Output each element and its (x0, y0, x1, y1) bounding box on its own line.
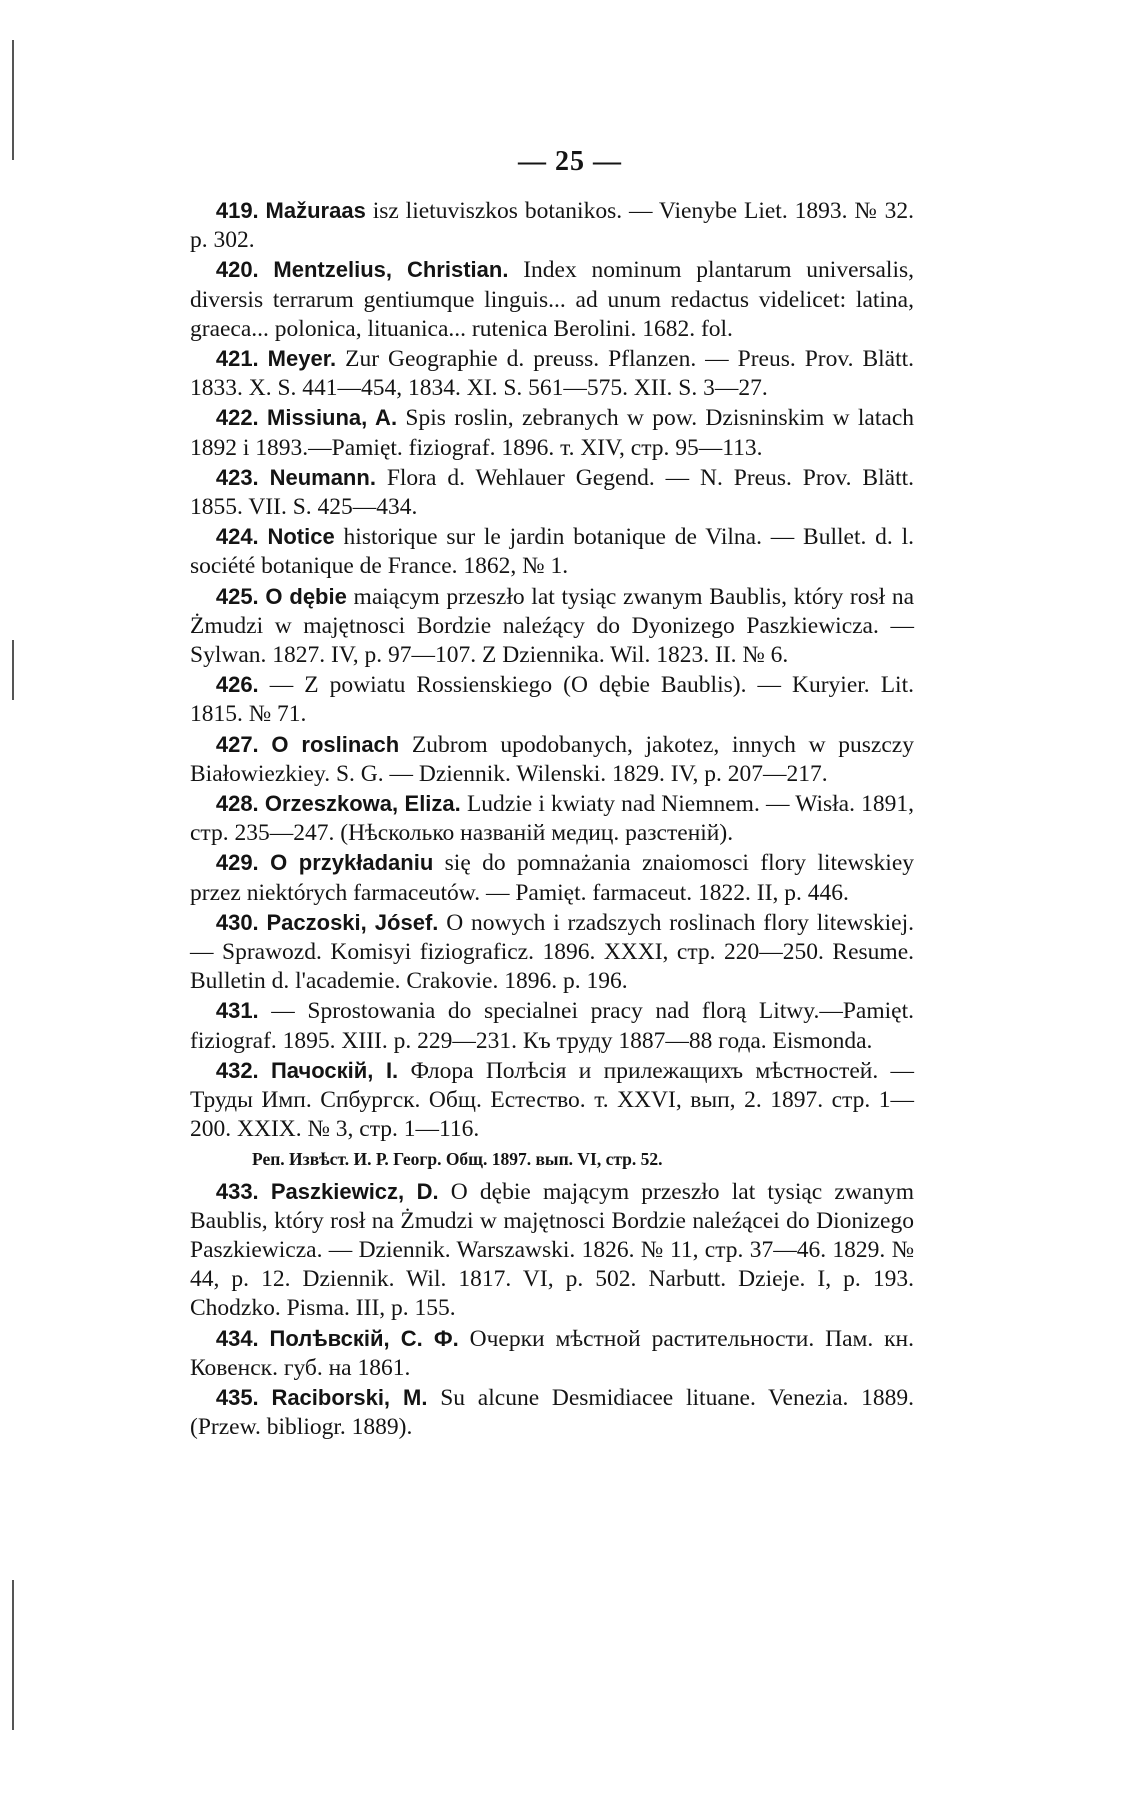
entry-number: 420. (215, 257, 259, 283)
entry-text: isz lietuviszkos botanikos. — Vienybe Liet. 1893. № 32. p. 302. (190, 198, 914, 254)
entry-author: Paszkiewicz, D. (270, 1178, 439, 1204)
bibliography-entry (190, 1177, 914, 1324)
entry-text: Index nominum plantarum universalis, diversis terrarum gentiumque linguis... ad unum redactus videlicet: latina, graeca... polonica, lituanica... rutenica Berolini. 1682. fol. (190, 257, 914, 342)
bibliography-entry (190, 1324, 914, 1383)
entry-author: O roslinach (271, 731, 400, 757)
bibliography-entry (190, 670, 914, 729)
entry-text: Очерки мѣстной растительности. Пам. кн. Ковенск. губ. на 1861. (190, 1325, 914, 1381)
bibliography-entry (190, 1383, 914, 1442)
scan-edge-mark (12, 1580, 14, 1730)
bibliography-entry (190, 908, 914, 997)
entry-author: Mentzelius, Christian. (273, 257, 509, 283)
bibliography-entry (190, 196, 914, 255)
entry-number: 422. (215, 405, 259, 431)
entry-text: Flora d. Wehlauer Gegend. — N. Preus. Prov. Blätt. 1855. VII. S. 425—434. (190, 464, 914, 521)
entry-number: 433. (215, 1178, 259, 1204)
entry-author: O dębie (265, 583, 347, 609)
bibliography-entry (190, 582, 914, 671)
entry-author: Meyer. (267, 346, 337, 372)
bibliography-entry (190, 848, 914, 907)
bibliography-entry (190, 730, 914, 789)
entry-text: się do pomnażania znaiomosci flory litewskiey przez niektórych farmaceutów. — Pamięt. farmaceut. 1822. II, p. 446. (190, 850, 914, 906)
entry-author: Raciborski, M. (271, 1384, 428, 1410)
entry-author: Orzeszkowa, Eliza. (264, 791, 461, 817)
bibliography-list (190, 196, 914, 1442)
bibliography-entry (190, 1056, 914, 1145)
entry-text: Ludzie i kwiaty nad Niemnem. — Wisła. 1891, стр. 235—247. (Нѣсколько названій медиц. разстеній). (190, 791, 915, 847)
entry-number: 423. (215, 464, 259, 490)
entry-number: 432. (215, 1057, 259, 1083)
scan-edge-mark (12, 640, 14, 700)
entry-author: Missiuna, A. (267, 405, 398, 431)
entry-author: Полѣвскій, С. Ф. (269, 1325, 459, 1351)
entry-author: Paczoski, Jósef. (266, 909, 439, 935)
entry-text: — Sprostowania do specialnei pracy nad florą Litwy.—Pamięt. fiziograf. 1895. XIII. p. 229—231. Къ труду 1887—88 года. Eismonda. (190, 998, 914, 1054)
entry-text: Zubrom upodobanych, jakotez, innych w puszczy Białowiezkiey. S. G. — Dziennik. Wilenski. 1829. IV, p. 207—217. (190, 731, 914, 787)
entry-text: — Z powiatu Rossienskiego (O dębie Baublis). — Kuryier. Lit. 1815. № 71. (190, 672, 914, 728)
bibliography-entry (190, 255, 914, 344)
entry-number: 427. (215, 731, 259, 757)
entry-number: 425. (215, 583, 259, 609)
bibliography-entry (190, 463, 914, 522)
entry-author: Пачоскій, I. (270, 1057, 399, 1083)
bibliography-entry (190, 522, 914, 581)
entry-number: 419. (215, 198, 259, 223)
entry-text: maiącym przeszło lat tysiąc zwanym Baublis, który rosł na Żmudzi w majętnosci Bordzie naleźący do Dyonizego Paszkiewicza. — Sylwan. 1827. IV, p. 97—107. Z Dziennika. Wil. 1823. II. № 6. (190, 583, 915, 669)
entry-text: Spis roslin, zebranych w pow. Dzisninskim w latach 1892 i 1893.—Pamięt. fiziograf. 1896. т. XIV, стр. 95—113. (190, 405, 915, 461)
entry-number: 430. (215, 909, 259, 935)
entry-text: Zur Geographie d. preuss. Pflanzen. — Preus. Prov. Blätt. 1833. X. S. 441—454, 1834. XI. S. 561—575. XII. S. 3—27. (190, 346, 915, 402)
scan-edge-mark (12, 40, 14, 160)
entry-number: 431. (215, 998, 259, 1024)
bibliography-entry (190, 403, 914, 462)
entry-text: Su alcune Desmidiacee lituane. Venezia. 1889. (Przew. bibliogr. 1889). (190, 1384, 915, 1441)
bibliography-entry (190, 344, 914, 403)
entry-author: Neumann. (269, 464, 376, 490)
entry-text: Флора Полѣсія и прилежащихъ мѣстностей. — Труды Имп. Спбургск. Общ. Естество. т. XXVI, вып, 2. 1897. стр. 1—200. XXIX. № 3, стр. 1—116. (190, 1057, 915, 1143)
entry-number: 424. (215, 524, 259, 550)
entry-author: Mažuraas (265, 198, 366, 223)
entry-text: historique sur le jardin botanique de Vilna. — Bullet. d. l. société botanique de France. 1862, № 1. (190, 524, 914, 580)
page-number: — 25 — (518, 146, 622, 177)
review-note: Реп. Извѣст. И. Р. Геогр. Общ. 1897. вып. VI, стр. 52. (252, 1148, 663, 1169)
entry-number: 421. (215, 346, 259, 372)
entry-author: Notice (267, 524, 335, 550)
entry-text: O dębie mającym przeszło lat tysiąc zwanym Baublis, który rosł na Żmudzi w majętnosci Bordzie naleźącei do Dionizego Paszkiewicza. — Dziennik. Warszawski. 1826. № 11, стр. 37—46. 1829. № 44, p. 12. Dziennik. Wil. 1817. VI, p. 502. Narbutt. Dzieje. I, p. 193. Chodzko. Pisma. III, p. 155. (190, 1178, 914, 1322)
entry-number: 426. (215, 672, 259, 698)
entry-author: O przykładaniu (270, 850, 434, 876)
bibliography-entry (190, 789, 914, 848)
entry-text: O nowych i rzadszych roslinach flory litewskiej. — Sprawozd. Komisyi fiziograficz. 1896. XXXI, стр. 220—250. Resume. Bulletin d. l'academie. Crakovie. 1896. p. 196. (190, 909, 914, 995)
entry-number: 429. (215, 850, 259, 876)
entry-number: 435. (215, 1384, 259, 1410)
entry-number: 428. (215, 791, 259, 817)
bibliography-entry (190, 996, 914, 1055)
entry-number: 434. (215, 1325, 259, 1351)
